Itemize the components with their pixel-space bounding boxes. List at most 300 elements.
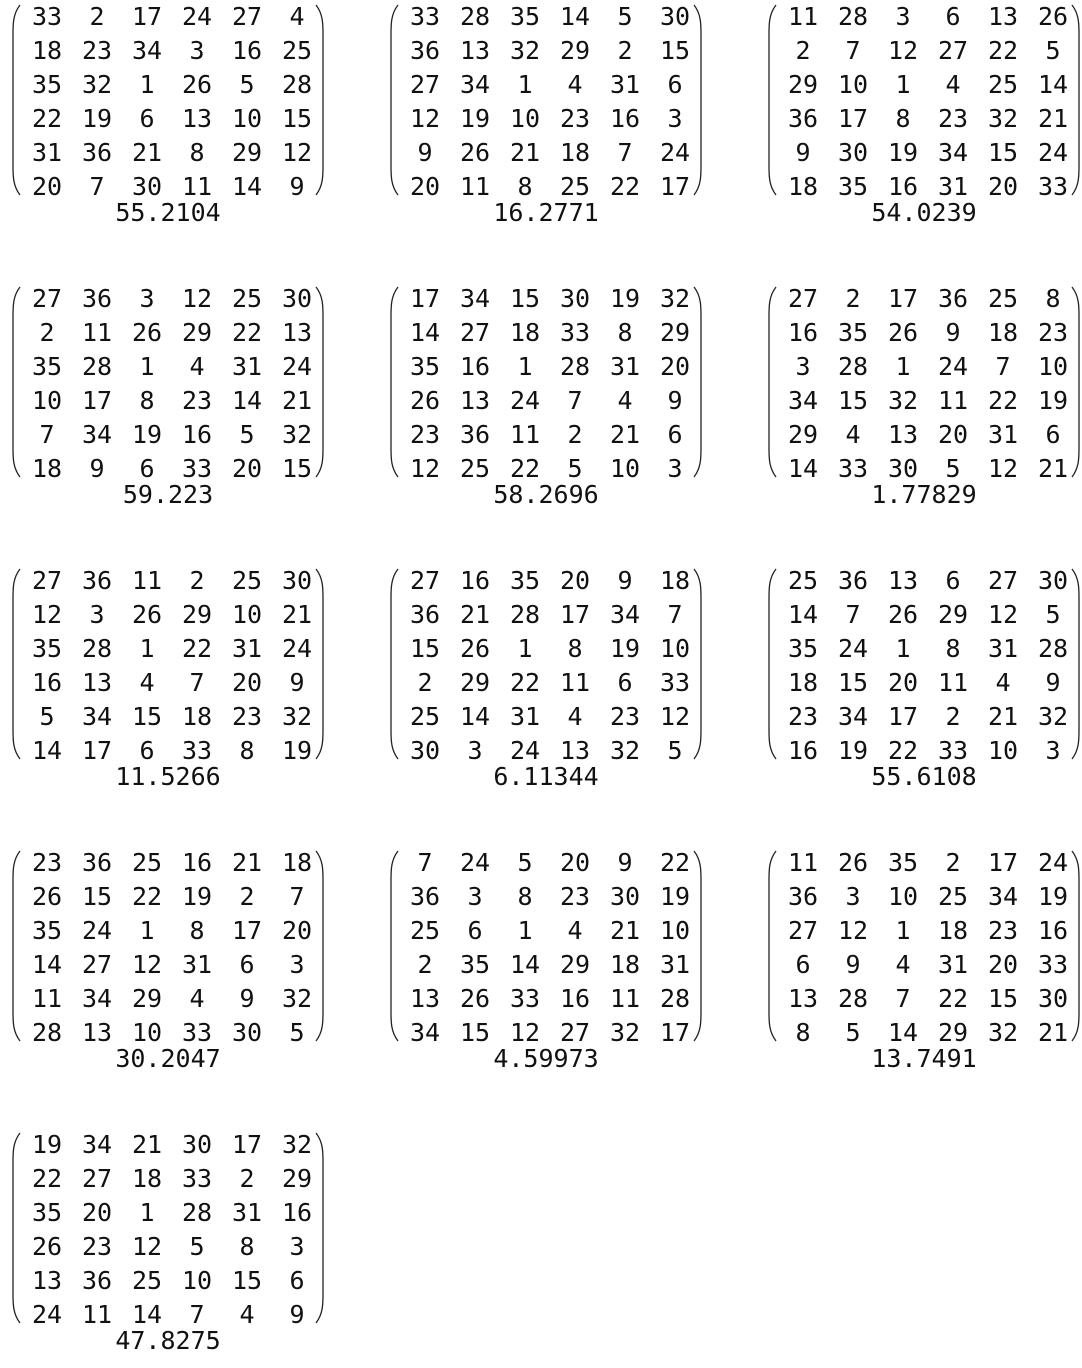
matrix-entry: 5 bbox=[517, 848, 533, 877]
matrix-entry: 28 bbox=[509, 600, 541, 629]
matrix-entry: 31 bbox=[181, 950, 213, 979]
matrix-entry: 32 bbox=[659, 284, 691, 313]
matrix-entry: 35 bbox=[837, 318, 869, 347]
matrix-entry: 17 bbox=[131, 2, 163, 31]
left-parenthesis bbox=[10, 286, 22, 478]
matrix-entry: 31 bbox=[937, 950, 969, 979]
matrix-entry: 3 bbox=[289, 950, 305, 979]
matrix-entry: 17 bbox=[659, 172, 691, 201]
matrix-entry: 20 bbox=[409, 172, 441, 201]
matrix-entry: 24 bbox=[937, 352, 969, 381]
matrix-entry: 14 bbox=[787, 600, 819, 629]
matrix-entry: 17 bbox=[231, 1130, 263, 1159]
matrix-entry: 16 bbox=[181, 848, 213, 877]
matrix-row bbox=[778, 666, 1078, 700]
matrix-entry: 15 bbox=[231, 1266, 263, 1295]
matrix-entry: 15 bbox=[659, 36, 691, 65]
matrix-entry: 2 bbox=[417, 668, 433, 697]
matrix-row bbox=[400, 700, 700, 734]
matrix-entry: 19 bbox=[609, 284, 641, 313]
matrix-entry: 32 bbox=[1037, 702, 1069, 731]
matrix-entry: 2 bbox=[239, 882, 255, 911]
matrix-entry: 1 bbox=[517, 916, 533, 945]
matrix-entry: 16 bbox=[787, 736, 819, 765]
matrix-entry: 20 bbox=[31, 172, 63, 201]
matrix-entry: 30 bbox=[609, 882, 641, 911]
matrix-entry: 28 bbox=[837, 352, 869, 381]
matrix-entry: 18 bbox=[659, 566, 691, 595]
matrix-entry: 29 bbox=[231, 138, 263, 167]
matrix-entry: 6 bbox=[945, 2, 961, 31]
matrix-entry: 21 bbox=[231, 848, 263, 877]
matrix-row bbox=[778, 632, 1078, 666]
matrix-entry: 34 bbox=[81, 420, 113, 449]
matrix-entry: 6 bbox=[1045, 420, 1061, 449]
matrix-entry: 7 bbox=[289, 882, 305, 911]
matrix-entry: 33 bbox=[181, 1164, 213, 1193]
matrix-value: 58.2696 bbox=[493, 480, 599, 509]
matrix-entry: 13 bbox=[81, 668, 113, 697]
matrix-entry: 24 bbox=[81, 916, 113, 945]
matrix-row bbox=[22, 0, 322, 34]
matrix-entry: 34 bbox=[787, 386, 819, 415]
matrix-entry: 25 bbox=[559, 172, 591, 201]
matrix-entry: 9 bbox=[945, 318, 961, 347]
matrix-entry: 20 bbox=[559, 566, 591, 595]
matrix-entry: 23 bbox=[1037, 318, 1069, 347]
matrix-entry: 11 bbox=[609, 984, 641, 1013]
matrix-entry: 22 bbox=[31, 104, 63, 133]
matrix-entry: 1 bbox=[895, 916, 911, 945]
matrix-entry: 20 bbox=[231, 454, 263, 483]
matrix-entry: 20 bbox=[231, 668, 263, 697]
matrix-entry: 4 bbox=[845, 420, 861, 449]
matrix-entry: 4 bbox=[189, 352, 205, 381]
matrix bbox=[10, 0, 326, 204]
matrix-entry: 16 bbox=[787, 318, 819, 347]
matrix-entry: 7 bbox=[617, 138, 633, 167]
matrix-entry: 19 bbox=[131, 420, 163, 449]
matrix bbox=[10, 282, 326, 486]
matrix-entry: 27 bbox=[787, 284, 819, 313]
matrix-entry: 6 bbox=[795, 950, 811, 979]
matrix-row bbox=[22, 666, 322, 700]
matrix-row bbox=[400, 948, 700, 982]
matrix-entry: 9 bbox=[289, 1300, 305, 1329]
matrix-cell bbox=[4, 846, 334, 1086]
matrix-entry: 1 bbox=[517, 352, 533, 381]
matrix-entry: 33 bbox=[181, 454, 213, 483]
matrix-row bbox=[400, 982, 700, 1016]
matrix-entry: 30 bbox=[231, 1018, 263, 1047]
matrix-entry: 22 bbox=[31, 1164, 63, 1193]
matrix-entry: 23 bbox=[181, 386, 213, 415]
matrix-row bbox=[22, 632, 322, 666]
matrix-entry: 5 bbox=[239, 420, 255, 449]
matrix-entry: 35 bbox=[31, 70, 63, 99]
matrix-entry: 5 bbox=[945, 454, 961, 483]
matrix-entry: 11 bbox=[459, 172, 491, 201]
matrix-entry: 20 bbox=[937, 420, 969, 449]
matrix-entry: 7 bbox=[417, 848, 433, 877]
matrix-entry: 10 bbox=[837, 70, 869, 99]
matrix bbox=[10, 564, 326, 768]
matrix-cell bbox=[382, 846, 712, 1086]
matrix-entry: 18 bbox=[987, 318, 1019, 347]
matrix-entry: 9 bbox=[617, 566, 633, 595]
matrix-entry: 1 bbox=[517, 70, 533, 99]
matrix-row bbox=[778, 948, 1078, 982]
matrix-entry: 3 bbox=[467, 736, 483, 765]
matrix-entry: 10 bbox=[987, 736, 1019, 765]
matrix-entry: 11 bbox=[181, 172, 213, 201]
matrix-entry: 14 bbox=[31, 736, 63, 765]
matrix-entry: 8 bbox=[189, 138, 205, 167]
matrix-entry: 10 bbox=[231, 104, 263, 133]
matrix-entry: 16 bbox=[31, 668, 63, 697]
matrix-entry: 29 bbox=[787, 70, 819, 99]
matrix-entry: 8 bbox=[517, 882, 533, 911]
left-parenthesis bbox=[766, 4, 778, 196]
matrix-value: 16.2771 bbox=[493, 198, 599, 227]
matrix-row bbox=[22, 700, 322, 734]
matrix-entry: 12 bbox=[409, 104, 441, 133]
left-parenthesis bbox=[10, 1132, 22, 1324]
matrix-entry: 10 bbox=[887, 882, 919, 911]
matrix-entry: 19 bbox=[659, 882, 691, 911]
matrix-row bbox=[22, 350, 322, 384]
matrix-entry: 16 bbox=[281, 1198, 313, 1227]
matrix-entry: 1 bbox=[895, 634, 911, 663]
matrix-row bbox=[400, 846, 700, 880]
matrix-row bbox=[22, 1230, 322, 1264]
matrix-entry: 7 bbox=[567, 386, 583, 415]
matrix-entry: 8 bbox=[795, 1018, 811, 1047]
matrix-entry: 8 bbox=[1045, 284, 1061, 313]
matrix-entry: 11 bbox=[81, 1300, 113, 1329]
matrix-entry: 36 bbox=[409, 36, 441, 65]
matrix-entry: 15 bbox=[837, 386, 869, 415]
matrix-entry: 4 bbox=[945, 70, 961, 99]
matrix-entry: 34 bbox=[937, 138, 969, 167]
matrix-entry: 26 bbox=[131, 600, 163, 629]
matrix-entry: 6 bbox=[239, 950, 255, 979]
left-parenthesis bbox=[10, 568, 22, 760]
matrix-entry: 36 bbox=[409, 600, 441, 629]
matrix bbox=[766, 0, 1082, 204]
matrix-entry: 20 bbox=[81, 1198, 113, 1227]
matrix-entry: 17 bbox=[559, 600, 591, 629]
matrix-entry: 15 bbox=[837, 668, 869, 697]
matrix-entry: 18 bbox=[559, 138, 591, 167]
matrix-entry: 24 bbox=[281, 634, 313, 663]
matrix-entry: 31 bbox=[231, 1198, 263, 1227]
matrix-entry: 4 bbox=[139, 668, 155, 697]
matrix-entry: 9 bbox=[417, 138, 433, 167]
matrix-row bbox=[400, 316, 700, 350]
matrix-entry: 3 bbox=[895, 2, 911, 31]
matrix-entry: 22 bbox=[987, 386, 1019, 415]
matrix-entry: 18 bbox=[31, 454, 63, 483]
matrix-entry: 13 bbox=[459, 36, 491, 65]
matrix-entry: 21 bbox=[459, 600, 491, 629]
matrix-entry: 31 bbox=[937, 172, 969, 201]
matrix-entry: 24 bbox=[31, 1300, 63, 1329]
matrix-entry: 9 bbox=[1045, 668, 1061, 697]
matrix-entry: 15 bbox=[131, 702, 163, 731]
matrix-entry: 3 bbox=[289, 1232, 305, 1261]
matrix-entry: 12 bbox=[31, 600, 63, 629]
matrix-row bbox=[22, 68, 322, 102]
matrix-cell bbox=[760, 564, 1082, 804]
matrix-entry: 25 bbox=[937, 882, 969, 911]
matrix-entry: 8 bbox=[617, 318, 633, 347]
matrix-entry: 32 bbox=[281, 1130, 313, 1159]
matrix bbox=[766, 564, 1082, 768]
matrix-entry: 1 bbox=[139, 634, 155, 663]
matrix-entry: 35 bbox=[837, 172, 869, 201]
matrix-entry: 3 bbox=[795, 352, 811, 381]
left-parenthesis bbox=[388, 568, 400, 760]
matrix-entry: 14 bbox=[559, 2, 591, 31]
matrix-entry: 8 bbox=[517, 172, 533, 201]
matrix-entry: 8 bbox=[239, 1232, 255, 1261]
matrix-entry: 24 bbox=[509, 736, 541, 765]
matrix bbox=[388, 282, 704, 486]
matrix-entry: 30 bbox=[887, 454, 919, 483]
matrix-cell bbox=[4, 564, 334, 804]
matrix-entry: 23 bbox=[937, 104, 969, 133]
matrix-entry: 23 bbox=[81, 1232, 113, 1261]
matrix-entry: 2 bbox=[795, 36, 811, 65]
matrix bbox=[766, 282, 1082, 486]
matrix-entry: 22 bbox=[987, 36, 1019, 65]
matrix-entry: 18 bbox=[509, 318, 541, 347]
matrix-entry: 7 bbox=[39, 420, 55, 449]
matrix-entry: 27 bbox=[409, 566, 441, 595]
matrix-entry: 23 bbox=[409, 420, 441, 449]
matrix-entry: 18 bbox=[787, 668, 819, 697]
matrix-entry: 19 bbox=[81, 104, 113, 133]
matrix bbox=[10, 1128, 326, 1332]
matrix-entry: 9 bbox=[289, 172, 305, 201]
matrix-entry: 16 bbox=[887, 172, 919, 201]
matrix-entry: 28 bbox=[1037, 634, 1069, 663]
matrix-entry: 7 bbox=[845, 36, 861, 65]
matrix-entry: 12 bbox=[659, 702, 691, 731]
matrix-value: 47.8275 bbox=[115, 1326, 221, 1355]
matrix-entry: 3 bbox=[667, 104, 683, 133]
matrix-entry: 8 bbox=[895, 104, 911, 133]
matrix-entry: 4 bbox=[567, 70, 583, 99]
matrix-entry: 2 bbox=[945, 702, 961, 731]
matrix-entry: 20 bbox=[887, 668, 919, 697]
matrix-entry: 15 bbox=[81, 882, 113, 911]
matrix bbox=[388, 564, 704, 768]
matrix-row bbox=[22, 598, 322, 632]
matrix-entry: 34 bbox=[837, 702, 869, 731]
matrix bbox=[766, 846, 1082, 1050]
matrix-row bbox=[22, 1128, 322, 1162]
matrix-entry: 12 bbox=[131, 950, 163, 979]
matrix-entry: 26 bbox=[459, 634, 491, 663]
matrix-entry: 11 bbox=[131, 566, 163, 595]
matrix-entry: 24 bbox=[1037, 138, 1069, 167]
matrix-entry: 28 bbox=[31, 1018, 63, 1047]
matrix-entry: 7 bbox=[995, 352, 1011, 381]
matrix-entry: 21 bbox=[609, 916, 641, 945]
matrix-entry: 24 bbox=[837, 634, 869, 663]
matrix-entry: 35 bbox=[509, 566, 541, 595]
matrix-entry: 22 bbox=[181, 634, 213, 663]
matrix-entry: 31 bbox=[231, 352, 263, 381]
matrix-entry: 36 bbox=[787, 882, 819, 911]
matrix-entry: 35 bbox=[887, 848, 919, 877]
matrix-entry: 11 bbox=[787, 2, 819, 31]
matrix-entry: 33 bbox=[559, 318, 591, 347]
left-parenthesis bbox=[388, 4, 400, 196]
matrix-row bbox=[22, 1196, 322, 1230]
matrix-entry: 4 bbox=[289, 2, 305, 31]
matrix-row bbox=[400, 0, 700, 34]
matrix-entry: 32 bbox=[987, 1018, 1019, 1047]
matrix-entry: 32 bbox=[509, 36, 541, 65]
matrix-entry: 1 bbox=[139, 70, 155, 99]
matrix-entry: 30 bbox=[281, 284, 313, 313]
matrix-entry: 17 bbox=[81, 386, 113, 415]
matrix-entry: 6 bbox=[467, 916, 483, 945]
matrix-row bbox=[778, 34, 1078, 68]
matrix-entry: 20 bbox=[559, 848, 591, 877]
matrix-cell bbox=[382, 0, 712, 240]
matrix-entry: 10 bbox=[509, 104, 541, 133]
matrix-entry: 14 bbox=[509, 950, 541, 979]
matrix-entry: 3 bbox=[189, 36, 205, 65]
matrix-value: 59.223 bbox=[122, 480, 214, 509]
matrix-entry: 34 bbox=[459, 70, 491, 99]
matrix-entry: 12 bbox=[181, 284, 213, 313]
matrix-entry: 9 bbox=[617, 848, 633, 877]
matrix-entry: 23 bbox=[81, 36, 113, 65]
matrix-entry: 29 bbox=[659, 318, 691, 347]
matrix-row bbox=[22, 102, 322, 136]
matrix-cell bbox=[4, 0, 334, 240]
matrix-entry: 13 bbox=[409, 984, 441, 1013]
matrix-entry: 1 bbox=[895, 70, 911, 99]
matrix-row bbox=[22, 1162, 322, 1196]
matrix-entry: 16 bbox=[559, 984, 591, 1013]
matrix-entry: 31 bbox=[31, 138, 63, 167]
matrix-row bbox=[778, 316, 1078, 350]
matrix-row bbox=[778, 598, 1078, 632]
matrix-entry: 6 bbox=[139, 104, 155, 133]
matrix-entry: 32 bbox=[609, 1018, 641, 1047]
matrix-entry: 25 bbox=[131, 1266, 163, 1295]
matrix-entry: 11 bbox=[31, 984, 63, 1013]
matrix-entry: 6 bbox=[667, 420, 683, 449]
matrix-entry: 22 bbox=[231, 318, 263, 347]
matrix-entry: 23 bbox=[559, 104, 591, 133]
matrix-entry: 2 bbox=[945, 848, 961, 877]
matrix-entry: 20 bbox=[659, 352, 691, 381]
matrix-entry: 21 bbox=[609, 420, 641, 449]
matrix-entry: 32 bbox=[281, 984, 313, 1013]
matrix-entry: 11 bbox=[937, 668, 969, 697]
matrix-row bbox=[778, 350, 1078, 384]
matrix-entry: 4 bbox=[567, 916, 583, 945]
matrix-entry: 13 bbox=[31, 1266, 63, 1295]
matrix-entry: 3 bbox=[845, 882, 861, 911]
matrix-entry: 16 bbox=[459, 352, 491, 381]
matrix-entry: 2 bbox=[239, 1164, 255, 1193]
matrix-row bbox=[400, 68, 700, 102]
matrix-entry: 3 bbox=[467, 882, 483, 911]
matrix-entry: 26 bbox=[887, 600, 919, 629]
matrix-entry: 2 bbox=[189, 566, 205, 595]
matrix-entry: 34 bbox=[987, 882, 1019, 911]
matrix-entry: 8 bbox=[945, 634, 961, 663]
matrix-entry: 19 bbox=[837, 736, 869, 765]
matrix-row bbox=[400, 564, 700, 598]
matrix-entry: 33 bbox=[509, 984, 541, 1013]
matrix-entry: 34 bbox=[609, 600, 641, 629]
matrix-entry: 10 bbox=[609, 454, 641, 483]
left-parenthesis bbox=[766, 286, 778, 478]
matrix-entry: 29 bbox=[559, 950, 591, 979]
matrix-entry: 21 bbox=[131, 138, 163, 167]
matrix-entry: 14 bbox=[231, 172, 263, 201]
matrix-entry: 2 bbox=[89, 2, 105, 31]
matrix-entry: 26 bbox=[409, 386, 441, 415]
matrix-entry: 31 bbox=[609, 70, 641, 99]
matrix-entry: 6 bbox=[139, 454, 155, 483]
matrix-entry: 28 bbox=[181, 1198, 213, 1227]
matrix-entry: 13 bbox=[987, 2, 1019, 31]
matrix-entry: 5 bbox=[239, 70, 255, 99]
matrix-entry: 16 bbox=[231, 36, 263, 65]
matrix-entry: 10 bbox=[1037, 352, 1069, 381]
matrix-entry: 3 bbox=[139, 284, 155, 313]
matrix-row bbox=[400, 418, 700, 452]
matrix-entry: 1 bbox=[139, 916, 155, 945]
matrix-entry: 10 bbox=[181, 1266, 213, 1295]
matrix-entry: 26 bbox=[837, 848, 869, 877]
matrix-entry: 35 bbox=[787, 634, 819, 663]
matrix-row bbox=[778, 982, 1078, 1016]
matrix-entry: 3 bbox=[667, 454, 683, 483]
matrix-entry: 27 bbox=[409, 70, 441, 99]
matrix-entry: 28 bbox=[559, 352, 591, 381]
matrix-row bbox=[22, 880, 322, 914]
matrix-entry: 27 bbox=[31, 566, 63, 595]
matrix-entry: 34 bbox=[81, 702, 113, 731]
matrix-row bbox=[22, 418, 322, 452]
matrix-entry: 23 bbox=[987, 916, 1019, 945]
matrix-entry: 18 bbox=[787, 172, 819, 201]
matrix-row bbox=[400, 136, 700, 170]
matrix-entry: 5 bbox=[1045, 36, 1061, 65]
matrix-entry: 16 bbox=[181, 420, 213, 449]
matrix-entry: 19 bbox=[281, 736, 313, 765]
matrix-entry: 16 bbox=[459, 566, 491, 595]
matrix-entry: 22 bbox=[887, 736, 919, 765]
left-parenthesis bbox=[766, 568, 778, 760]
matrix-entry: 31 bbox=[659, 950, 691, 979]
matrix-row bbox=[778, 102, 1078, 136]
matrix-entry: 29 bbox=[937, 600, 969, 629]
matrix-entry: 27 bbox=[987, 566, 1019, 595]
matrix-entry: 28 bbox=[459, 2, 491, 31]
